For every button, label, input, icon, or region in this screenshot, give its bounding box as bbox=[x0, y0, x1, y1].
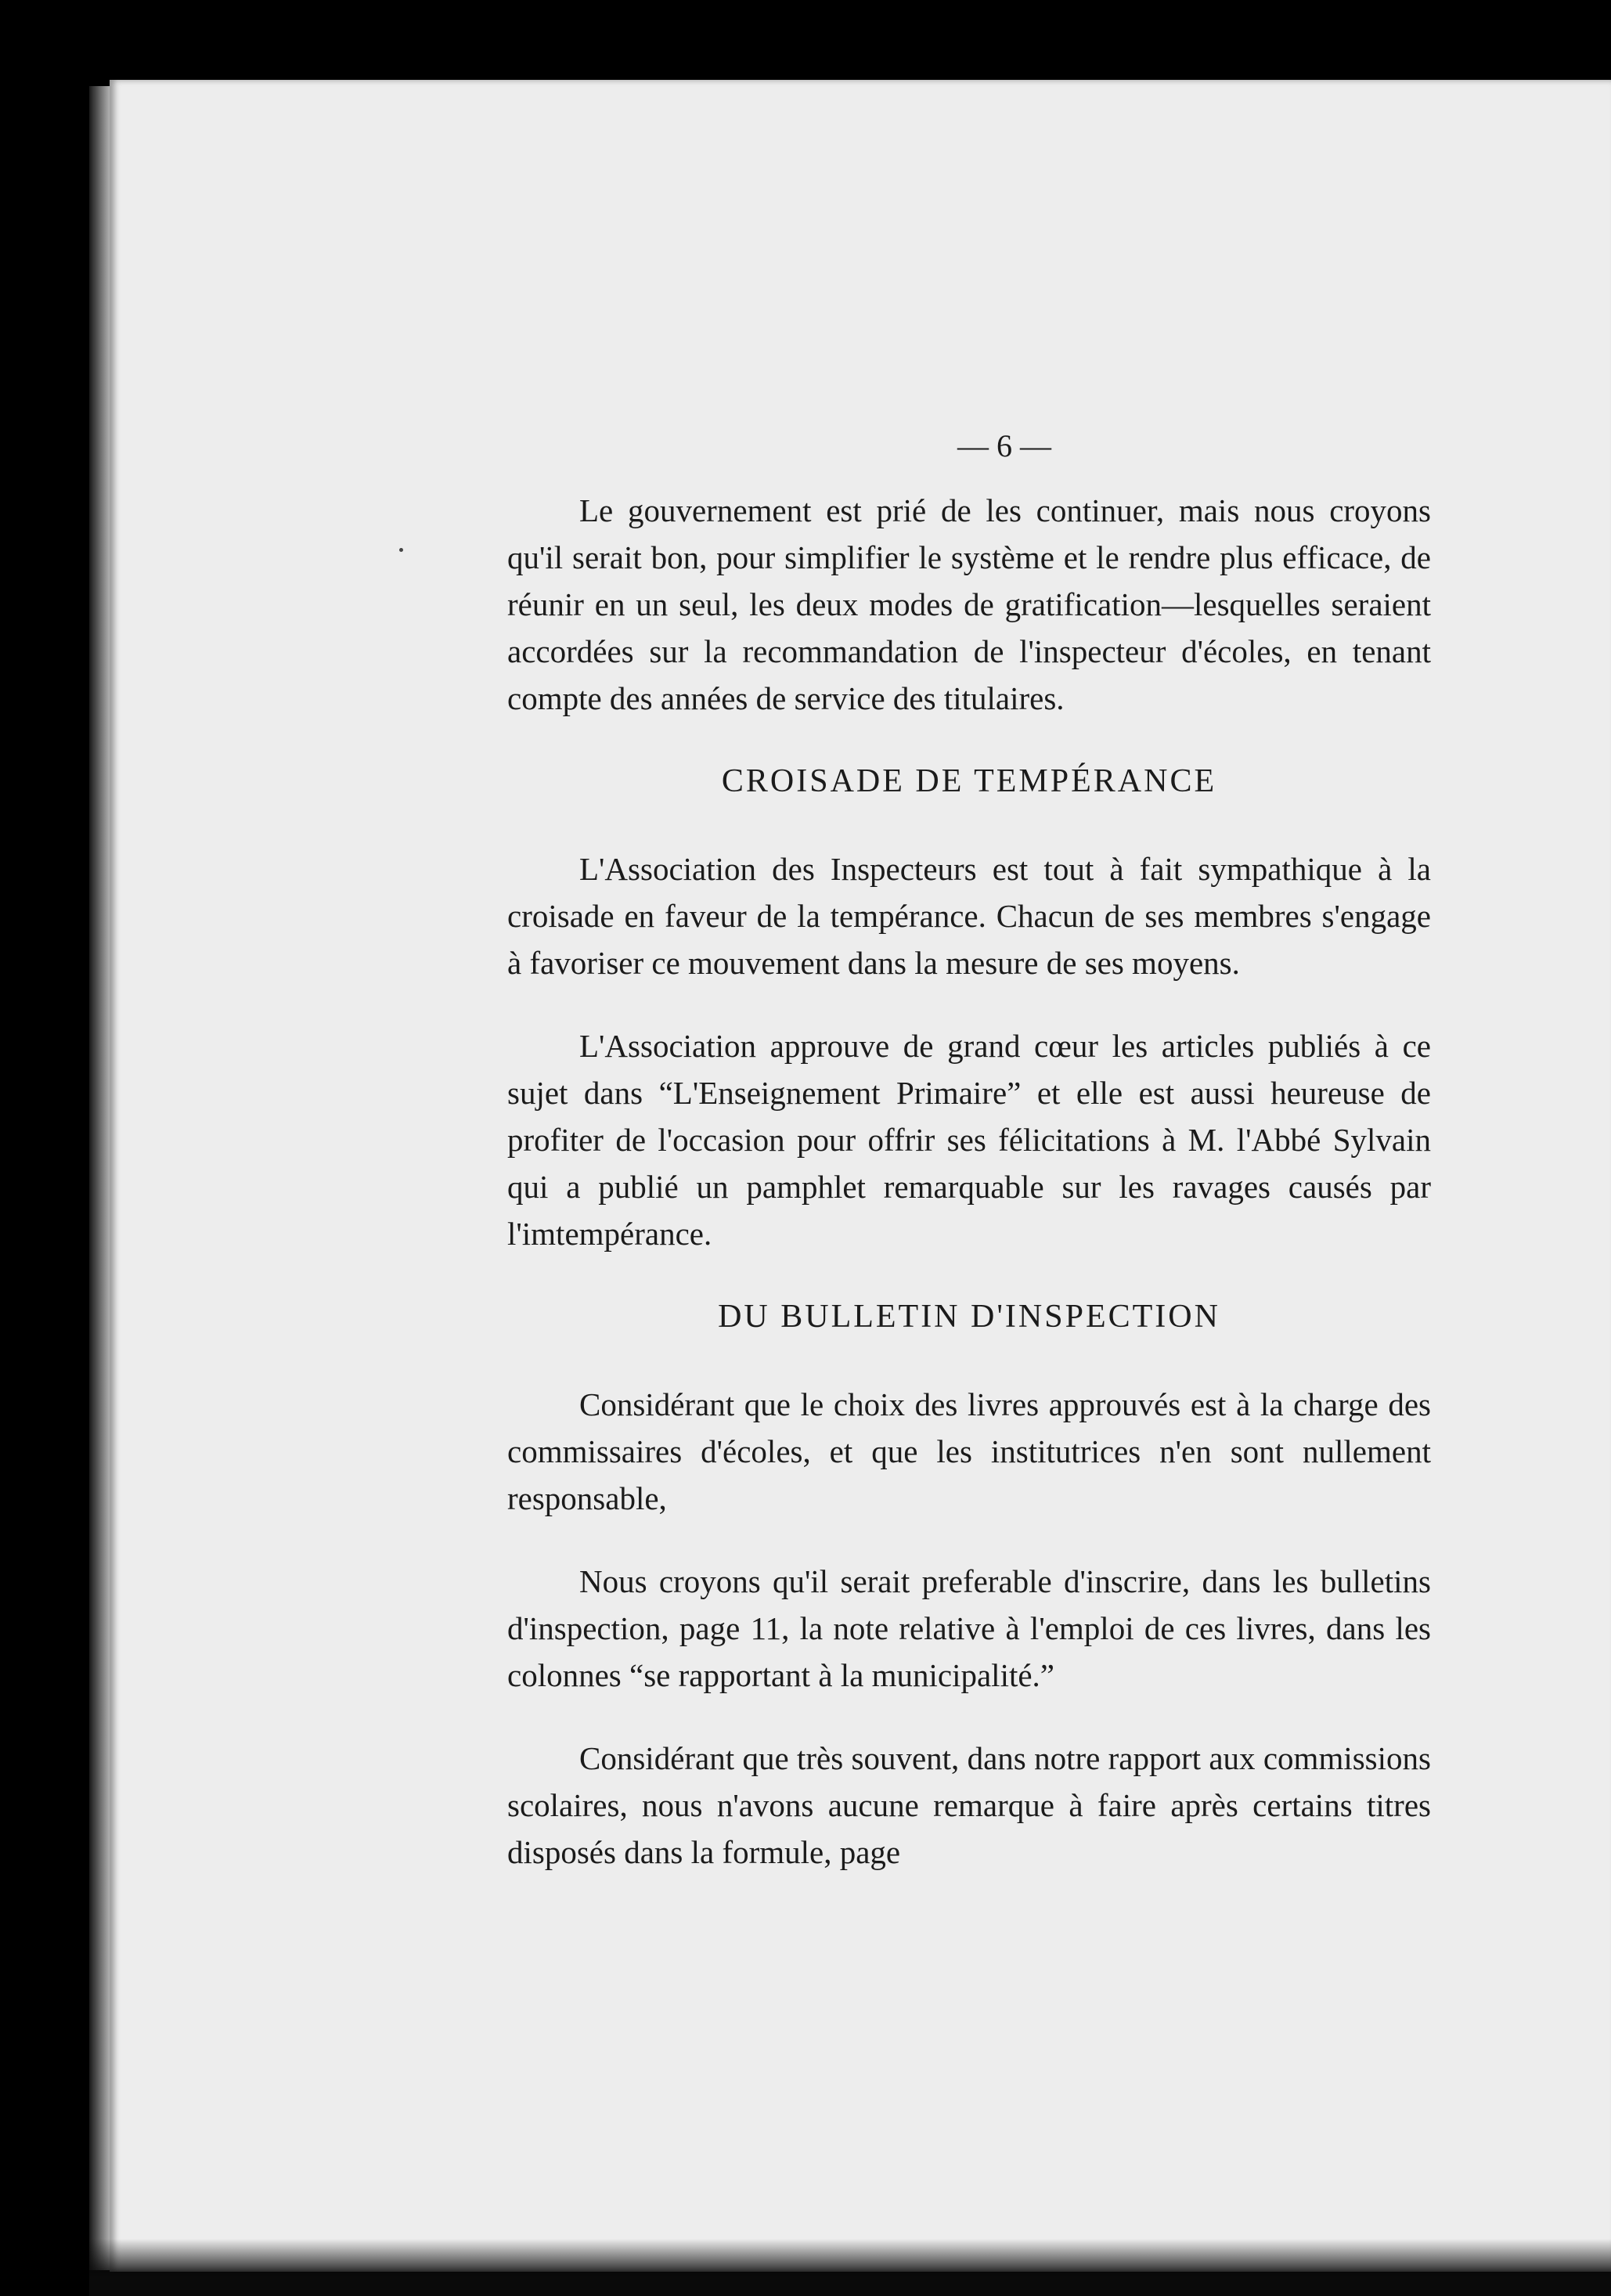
paper-speck bbox=[399, 548, 403, 552]
page-edge bbox=[89, 86, 111, 2270]
page-text bbox=[507, 423, 1431, 1912]
page-number: — 6 — bbox=[957, 428, 1051, 463]
paragraph-nous-croyons: Nous croyons qu'il serait preferable d'inscrire, dans les bulletins d'inspection, page 11, la note relative à l'emploi de ces livres, dans les colonnes “se rapportant à la municipalité.” bbox=[507, 1563, 1431, 1693]
paragraph-considerant-rapport: Considérant que très souvent, dans notre rapport aux commissions scolaires, nous n'avons aucune remarque à faire après certains titres disposés dans la formule, page bbox=[507, 1740, 1431, 1870]
paragraph-association-sympathique: L'Association des Inspecteurs est tout à fait sympathique à la croisade en faveur de la tempérance. Chacun de ses membres s'engage à favoriser ce mouvement dans la mesure de ses moyens. bbox=[507, 851, 1431, 981]
heading-bulletin: DU BULLETIN D'INSPECTION bbox=[718, 1299, 1220, 1335]
paragraph-gratification: Le gouvernement est prié de les continuer, mais nous croyons qu'il serait bon, pour simplifier le système et le rendre plus efficace, de réunir en un seul, les deux modes de gratification—lesquelles seraient accordées sur la recommandation de l'inspecteur d'écoles, en tenant compte des années de service des titulaires. bbox=[507, 492, 1431, 716]
heading-temperance: CROISADE DE TEMPÉRANCE bbox=[721, 763, 1217, 799]
bottom-shadow bbox=[89, 2239, 1611, 2296]
paragraph-considerant-livres: Considérant que le choix des livres approuvés est à la charge des commissaires d'écoles, et que les institutrices n'en sont nullement responsable, bbox=[507, 1386, 1431, 1516]
paragraph-association-approuve: L'Association approuve de grand cœur les articles publiés à ce sujet dans “L'Enseignement Primaire” et elle est aussi heureuse de profiter de l'occasion pour offrir ses félicitations à M. l'Abbé Sylvain qui a publié un pamphlet remarquable sur les ravages causés par l'imtempérance. bbox=[507, 1028, 1431, 1252]
